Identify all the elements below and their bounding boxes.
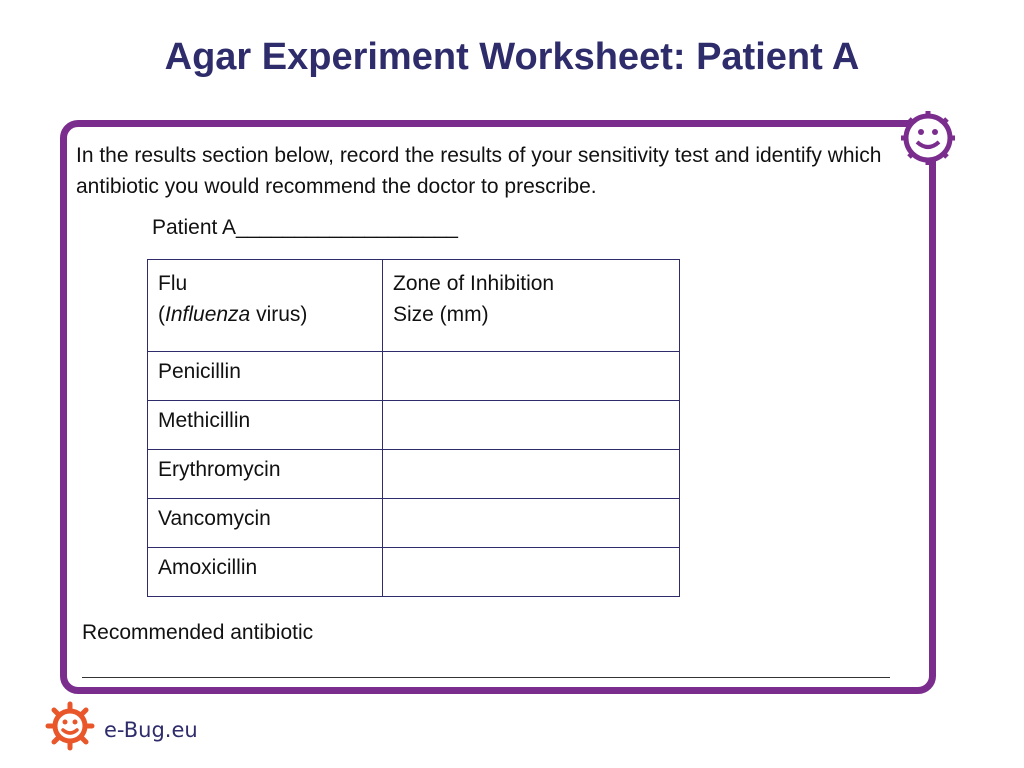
patient-label: Patient A___________________	[152, 216, 458, 239]
zone-entry-cell[interactable]	[383, 401, 680, 450]
zone-entry-cell[interactable]	[383, 450, 680, 499]
table-row	[148, 548, 680, 597]
page-title: Agar Experiment Worksheet: Patient A	[164, 36, 860, 78]
table-header-row	[148, 260, 680, 352]
table-row	[148, 401, 680, 450]
ebug-logo-text[interactable]: e-Bug.eu	[104, 718, 198, 742]
table-row	[148, 352, 680, 401]
antibiotic-cell: Vancomycin	[148, 499, 383, 548]
zone-entry-cell[interactable]	[383, 499, 680, 548]
zone-entry-cell[interactable]	[383, 548, 680, 597]
ebug-bacterium-icon	[44, 700, 100, 756]
recommended-antibiotic-label: Recommended antibiotic	[82, 621, 314, 644]
header-organism-name: Flu	[158, 272, 188, 295]
header-organism-cell: Flu (Influenza virus)	[148, 260, 383, 352]
header-organism-latin: Influenza	[165, 303, 251, 326]
antibiotic-cell: Penicillin	[148, 352, 383, 401]
instructions-text: In the results section below, record the results of your sensitivity test and identify which antibiotic you would recommend the doctor to prescribe.	[76, 144, 882, 198]
header-zone-cell: Zone of Inhibition Size (mm)	[383, 260, 680, 352]
table-row	[148, 499, 680, 548]
zone-entry-cell[interactable]	[383, 352, 680, 401]
results-table	[147, 259, 680, 597]
recommended-antibiotic-answer-line[interactable]	[82, 677, 890, 678]
table-row	[148, 450, 680, 499]
antibiotic-cell: Erythromycin	[148, 450, 383, 499]
antibiotic-cell: Methicillin	[148, 401, 383, 450]
antibiotic-cell: Amoxicillin	[148, 548, 383, 597]
